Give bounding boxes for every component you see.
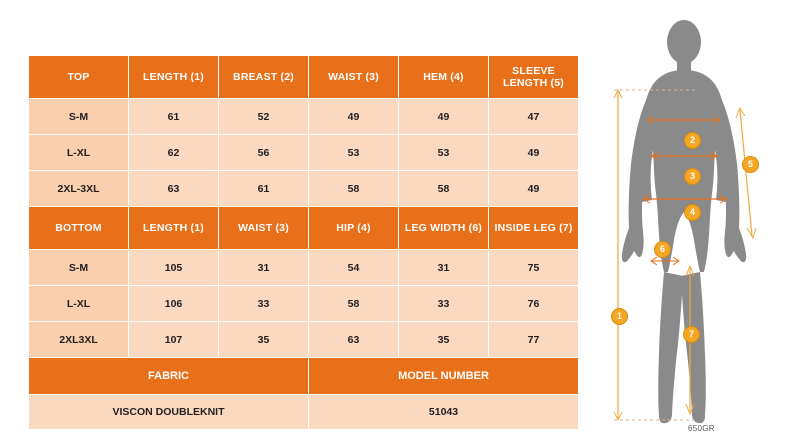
row-label-top-sm: S-M bbox=[29, 99, 129, 135]
header-cell-inside-leg: INSIDE LEG (7) bbox=[489, 207, 579, 250]
marker-badge-7: 7 bbox=[683, 326, 700, 343]
marker-badge-6: 6 bbox=[654, 241, 671, 258]
marker-badge-3: 3 bbox=[684, 168, 701, 185]
cell-top-sm-waist: 49 bbox=[309, 99, 399, 135]
table-row bbox=[29, 171, 579, 207]
marker-badge-2: 2 bbox=[684, 132, 701, 149]
marker-badge-4: 4 bbox=[684, 204, 701, 221]
header-cell-breast: BREAST (2) bbox=[219, 56, 309, 99]
header-cell-hem: HEM (4) bbox=[399, 56, 489, 99]
header-cell-length: LENGTH (1) bbox=[129, 56, 219, 99]
cell-bottom-sm-insideleg: 75 bbox=[489, 250, 579, 286]
table-row bbox=[29, 322, 579, 358]
footer-header-row bbox=[29, 358, 579, 395]
cell-bottom-sm-length: 105 bbox=[129, 250, 219, 286]
product-code-label: 650GR bbox=[688, 424, 715, 433]
cell-top-lxl-hem: 53 bbox=[399, 135, 489, 171]
table-row bbox=[29, 250, 579, 286]
marker-badge-1: 1 bbox=[611, 308, 628, 325]
cell-top-sm-breast: 52 bbox=[219, 99, 309, 135]
cell-top-2xl3xl-length: 63 bbox=[129, 171, 219, 207]
cell-bottom-2xl3xl-hip: 63 bbox=[309, 322, 399, 358]
measurement-figure bbox=[596, 14, 792, 434]
row-label-top-lxl: L-XL bbox=[29, 135, 129, 171]
row-label-top-2xl3xl: 2XL-3XL bbox=[29, 171, 129, 207]
cell-bottom-sm-hip: 54 bbox=[309, 250, 399, 286]
cell-bottom-lxl-waist: 33 bbox=[219, 286, 309, 322]
cell-bottom-2xl3xl-waist: 35 bbox=[219, 322, 309, 358]
cell-top-sm-sleeve: 47 bbox=[489, 99, 579, 135]
cell-bottom-lxl-insideleg: 76 bbox=[489, 286, 579, 322]
top-section-header-row bbox=[29, 56, 579, 99]
cell-top-2xl3xl-sleeve: 49 bbox=[489, 171, 579, 207]
cell-fabric-value: VISCON DOUBLEKNIT bbox=[29, 395, 309, 430]
marker-badge-5: 5 bbox=[742, 156, 759, 173]
footer-value-row bbox=[29, 395, 579, 430]
cell-top-lxl-waist: 53 bbox=[309, 135, 399, 171]
row-label-bottom-sm: S-M bbox=[29, 250, 129, 286]
header-cell-leg-width: LEG WIDTH (6) bbox=[399, 207, 489, 250]
header-cell-bottom: BOTTOM bbox=[29, 207, 129, 250]
size-chart-table bbox=[28, 55, 579, 430]
header-cell-top: TOP bbox=[29, 56, 129, 99]
cell-bottom-2xl3xl-insideleg: 77 bbox=[489, 322, 579, 358]
cell-top-sm-length: 61 bbox=[129, 99, 219, 135]
header-cell-sleeve-length: SLEEVE LENGTH (5) bbox=[489, 56, 579, 99]
cell-bottom-lxl-legwidth: 33 bbox=[399, 286, 489, 322]
cell-bottom-2xl3xl-legwidth: 35 bbox=[399, 322, 489, 358]
cell-top-lxl-length: 62 bbox=[129, 135, 219, 171]
table-row bbox=[29, 135, 579, 171]
cell-bottom-sm-waist: 31 bbox=[219, 250, 309, 286]
row-label-bottom-2xl3xl: 2XL3XL bbox=[29, 322, 129, 358]
cell-model-number-value: 51043 bbox=[309, 395, 579, 430]
cell-bottom-sm-legwidth: 31 bbox=[399, 250, 489, 286]
row-label-bottom-lxl: L-XL bbox=[29, 286, 129, 322]
header-cell-bottom-length: LENGTH (1) bbox=[129, 207, 219, 250]
cell-top-2xl3xl-hem: 58 bbox=[399, 171, 489, 207]
cell-top-sm-hem: 49 bbox=[399, 99, 489, 135]
cell-top-lxl-sleeve: 49 bbox=[489, 135, 579, 171]
female-body-silhouette-icon bbox=[596, 14, 792, 434]
table-row bbox=[29, 99, 579, 135]
header-cell-fabric: FABRIC bbox=[29, 358, 309, 395]
cell-bottom-lxl-hip: 58 bbox=[309, 286, 399, 322]
cell-top-lxl-breast: 56 bbox=[219, 135, 309, 171]
table-row bbox=[29, 286, 579, 322]
cell-bottom-lxl-length: 106 bbox=[129, 286, 219, 322]
header-cell-model-number: MODEL NUMBER bbox=[309, 358, 579, 395]
cell-bottom-2xl3xl-length: 107 bbox=[129, 322, 219, 358]
header-cell-hip: HIP (4) bbox=[309, 207, 399, 250]
header-cell-bottom-waist: WAIST (3) bbox=[219, 207, 309, 250]
bottom-section-header-row bbox=[29, 207, 579, 250]
header-cell-waist: WAIST (3) bbox=[309, 56, 399, 99]
cell-top-2xl3xl-breast: 61 bbox=[219, 171, 309, 207]
cell-top-2xl3xl-waist: 58 bbox=[309, 171, 399, 207]
